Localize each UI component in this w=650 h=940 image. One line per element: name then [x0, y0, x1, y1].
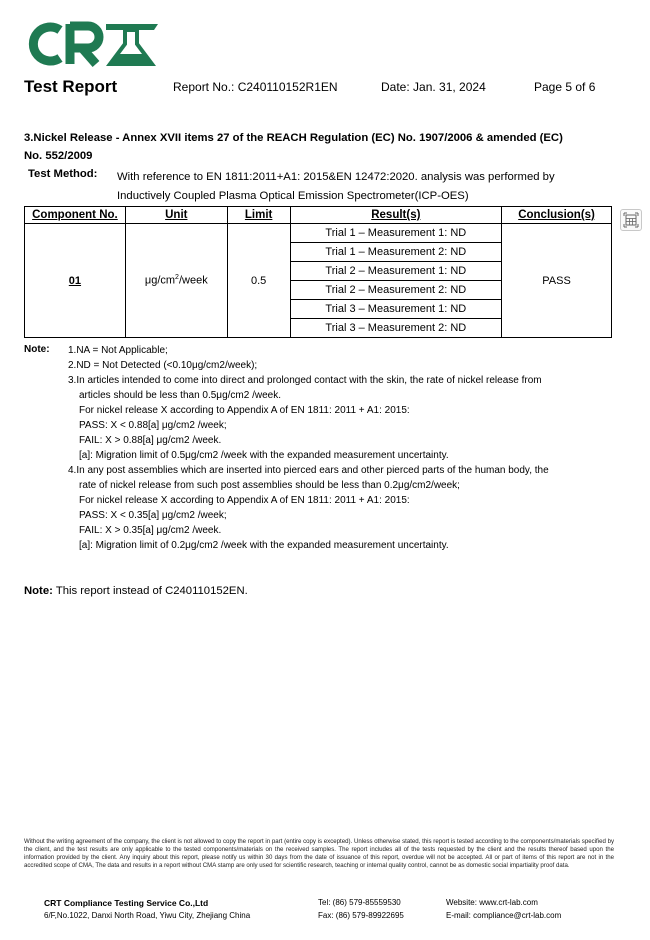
header-unit: Unit: [125, 207, 227, 224]
section-title-line1: 3.Nickel Release - Annex XVII items 27 of the REACH Regulation (EC) No. 1907/2006 & amended (EC): [24, 132, 563, 144]
footer-disclaimer: Without the writing agreement of the company, the client is not allowed to copy the report in part (entire copy is excepted). Unless otherwise stated, this report is tested according to the components/materials specified by the client, and the test results are only applicable to the tested components/materials on the received samples. The report includes all of the tests requested by the client and the results thereof based upon the information provided by the client. Any inquiry about this report, please notify us within 30 days from the date of issuance of this report, overdue will not be accepted. All or part of items of this report are not in the accredited scope of CMA, The data and results in a report without CMA stamp are only used for scientific research, teaching or internal quality control, cannot be as domestic social impartiality proof data.: [24, 838, 614, 870]
unit-tail: /week: [178, 274, 208, 287]
results-table: [24, 206, 612, 338]
crt-logo: [24, 18, 164, 68]
page-indicator: Page 5 of 6: [534, 80, 596, 94]
note-line: 4.In any post assemblies which are inserted into pierced ears and other pierced parts of the human body, the: [68, 465, 549, 476]
footer-tel: Tel: (86) 579-85559530: [318, 898, 401, 907]
result-cell: Trial 3 – Measurement 2: ND: [290, 319, 501, 338]
footer-email: E-mail: compliance@crt-lab.com: [446, 911, 562, 920]
unit-superscript: 2: [175, 274, 179, 282]
replacement-note: [24, 585, 248, 597]
table-header-row: [25, 207, 612, 224]
section-title-line2: No. 552/2009: [24, 150, 93, 162]
footer-company: CRT Compliance Testing Service Co.,Ltd: [44, 898, 209, 908]
test-method-line1: With reference to EN 1811:2011+A1: 2015&EN 12472:2020. analysis was performed by: [117, 171, 555, 183]
note-line: For nickel release X according to Appendix A of EN 1811: 2011 + A1: 2015:: [79, 495, 410, 506]
result-cell: Trial 3 – Measurement 1: ND: [290, 300, 501, 319]
test-method-line2: Inductively Coupled Plasma Optical Emission Spectrometer(ICP-OES): [117, 190, 469, 202]
notes-label: Note:: [24, 344, 50, 355]
note-line: 2.ND = Not Detected (<0.10μg/cm2/week);: [68, 360, 258, 371]
grid-icon: [621, 210, 641, 230]
result-cell: Trial 1 – Measurement 1: ND: [290, 224, 501, 243]
conclusion-cell: PASS: [502, 224, 612, 338]
result-cell: Trial 1 – Measurement 2: ND: [290, 243, 501, 262]
header-component-no: Component No.: [25, 207, 126, 224]
result-cell: Trial 2 – Measurement 2: ND: [290, 281, 501, 300]
notes-list: [68, 343, 628, 553]
replacement-note-label: Note:: [24, 585, 53, 597]
note-line: 1.NA = Not Applicable;: [68, 345, 168, 356]
header-results: Result(s): [290, 207, 501, 224]
note-line: FAIL: X > 0.88[a] μg/cm2 /week.: [79, 435, 222, 446]
note-line: rate of nickel release from such post assemblies should be less than 0.2μg/cm2/week;: [79, 480, 460, 491]
replacement-note-text: This report instead of C240110152EN.: [55, 585, 248, 597]
result-cell: Trial 2 – Measurement 1: ND: [290, 262, 501, 281]
note-line: 3.In articles intended to come into direct and prolonged contact with the skin, the rate of nickel release from: [68, 375, 542, 386]
report-title: Test Report: [24, 77, 118, 96]
header-limit: Limit: [227, 207, 290, 224]
unit-base: μg/cm: [144, 274, 176, 287]
test-method-text: [117, 168, 617, 206]
report-number: Report No.: C240110152R1EN: [173, 80, 338, 94]
table-row: [25, 224, 612, 243]
note-line: [a]: Migration limit of 0.2μg/cm2 /week with the expanded measurement uncertainty.: [79, 540, 449, 551]
note-line: articles should be less than 0.5μg/cm2 /week.: [79, 390, 281, 401]
note-line: [a]: Migration limit of 0.5μg/cm2 /week with the expanded measurement uncertainty.: [79, 450, 449, 461]
header-conclusion: Conclusion(s): [502, 207, 612, 224]
section-title: [24, 129, 624, 165]
table-extract-icon[interactable]: [620, 209, 642, 231]
note-line: FAIL: X > 0.35[a] μg/cm2 /week.: [79, 525, 222, 536]
note-line: PASS: X < 0.88[a] μg/cm2 /week;: [79, 420, 227, 431]
unit-cell: [125, 224, 227, 338]
footer-website: Website: www.crt-lab.com: [446, 898, 538, 907]
note-line: PASS: X < 0.35[a] μg/cm2 /week;: [79, 510, 227, 521]
test-method-label: Test Method:: [28, 168, 98, 180]
report-date: Date: Jan. 31, 2024: [381, 80, 486, 94]
component-number: 01: [25, 224, 126, 338]
note-line: For nickel release X according to Appendix A of EN 1811: 2011 + A1: 2015:: [79, 405, 410, 416]
footer-address: 6/F,No.1022, Danxi North Road, Yiwu City, Zhejiang China: [44, 911, 251, 920]
limit-cell: 0.5: [227, 224, 290, 338]
footer-fax: Fax: (86) 579-89922695: [318, 911, 404, 920]
